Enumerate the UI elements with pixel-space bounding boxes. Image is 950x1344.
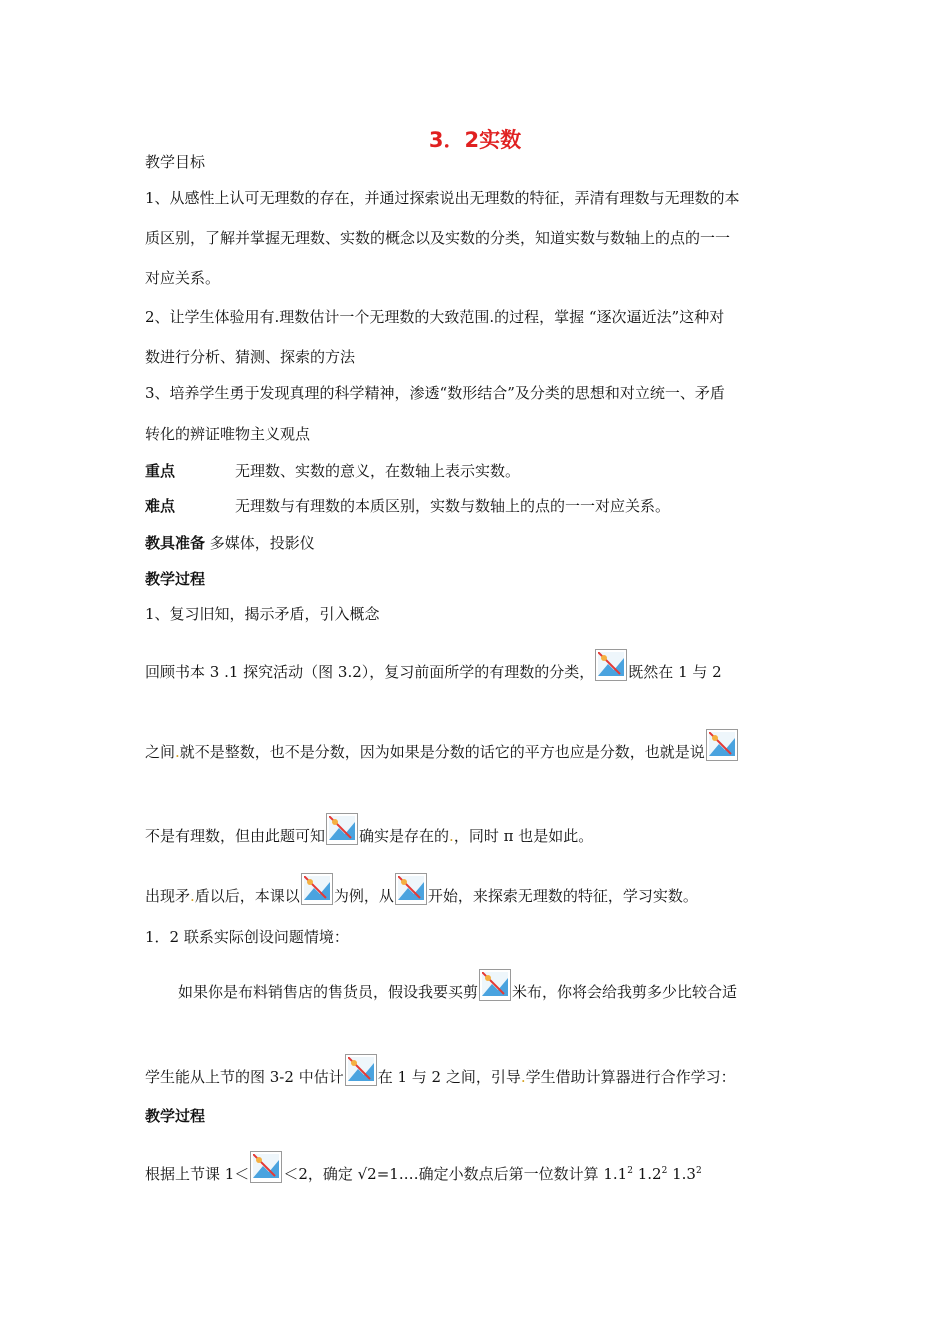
between-line — [145, 729, 739, 762]
estimate-text-a: 学生能从上节的图 3-2 中估计 — [145, 1068, 344, 1086]
contradiction-text-a: 出现矛 — [145, 887, 191, 905]
tools-label: 教具准备 — [145, 534, 206, 552]
process-heading-2: 教学过程 — [145, 1107, 206, 1125]
broken-image-icon — [326, 813, 358, 845]
tools-text: 多媒体，投影仪 — [209, 534, 315, 552]
not-rational-text-a: 不是有理数，但由此题可知 — [145, 827, 326, 845]
broken-image-icon — [706, 729, 738, 761]
stray-dot: . — [520, 1068, 526, 1086]
step12: 1．2 联系实际创设问题情境： — [145, 928, 349, 946]
estimate-line — [145, 1054, 736, 1087]
broken-image-icon — [395, 873, 427, 905]
last-text-c: 1.2 — [632, 1165, 662, 1183]
last-line — [145, 1151, 702, 1184]
contradiction-text-b: 盾以后，本课以 — [194, 887, 300, 905]
estimate-text-c: 学生借助计算器进行合作学习： — [525, 1068, 736, 1086]
last-text-a: 根据上节课 1＜ — [145, 1165, 250, 1183]
contradiction-text-c: 为例，从 — [333, 887, 394, 905]
stray-dot: . — [190, 887, 195, 905]
cloth-text-a: 如果你是布料销售店的售货员，假设我要买剪 — [178, 983, 479, 1001]
key-label: 重点 — [145, 462, 176, 480]
estimate-text-b: 在 1 与 2 之间，引导 — [377, 1068, 521, 1086]
superscript: 2 — [627, 1166, 633, 1176]
not-rational-line — [145, 813, 593, 846]
review-text-b: 既然在 1 与 2 — [628, 663, 722, 681]
goal3-line2: 转化的辨证唯物主义观点 — [145, 425, 311, 443]
goal1-line3: 对应关系。 — [145, 269, 221, 287]
broken-image-icon — [301, 873, 333, 905]
last-text-d: 1.3 — [667, 1165, 696, 1183]
cloth-line — [178, 969, 737, 1002]
difficulty-point — [145, 496, 670, 516]
difficulty-label: 难点 — [145, 497, 176, 515]
last-text-b: ＜2，确定 √2=1.…确定小数点后第一位数计算 1.1 — [283, 1165, 628, 1183]
goal2-line2: 数进行分析、猜测、探索的方法 — [145, 348, 356, 366]
broken-image-icon — [250, 1151, 282, 1183]
broken-image-icon — [479, 969, 511, 1001]
superscript: 2 — [695, 1166, 702, 1176]
not-rational-text-c: ，同时 π 也是如此。 — [453, 827, 594, 845]
goal3-line1: 3、培养学生勇于发现真理的科学精神，渗透“数形结合”及分类的思想和对立统一、矛盾 — [145, 384, 725, 402]
broken-image-icon — [345, 1054, 377, 1086]
process-heading: 教学过程 — [145, 570, 206, 588]
goal1-line1: 1、从感性上认可无理数的存在，并通过探索说出无理数的特征，弄清有理数与无理数的本 — [145, 189, 740, 207]
superscript: 2 — [661, 1166, 668, 1176]
between-text-a: 之间 — [145, 743, 176, 761]
not-rational-text-b: 确实是存在的 — [359, 827, 450, 845]
stray-dot: . — [175, 743, 180, 761]
difficulty-text: 无理数与有理数的本质区别，实数与数轴上的点的一一对应关系。 — [235, 497, 671, 515]
cloth-text-b: 米布，你将会给我剪多少比较合适 — [512, 983, 738, 1001]
contradiction-line — [145, 873, 698, 906]
contradiction-text-d: 开始，来探索无理数的特征，学习实数。 — [427, 887, 698, 905]
tools-line — [145, 533, 315, 553]
goal1-line2: 质区别，了解并掌握无理数、实数的概念以及实数的分类，知道实数与数轴上的点的一一 — [145, 229, 731, 247]
step1: 1、复习旧知，揭示矛盾，引入概念 — [145, 605, 380, 623]
key-point — [145, 461, 520, 481]
goals-heading: 教学目标 — [145, 153, 206, 171]
broken-image-icon — [595, 649, 627, 681]
document-title: 3．2实数 — [428, 128, 522, 152]
goal2-line1: 2、让学生体验用有.理数估计一个无理数的大致范围.的过程，掌握 “逐次逼近法”这种对 — [145, 308, 725, 326]
key-text: 无理数、实数的意义，在数轴上表示实数。 — [235, 462, 521, 480]
between-text-b: 就不是整数，也不是分数，因为如果是分数的话它的平方也应是分数，也就是说 — [179, 743, 705, 761]
stray-dot: . — [449, 827, 454, 845]
review-text-a: 回顾书本 3 .1 探究活动（图 3.2），复习前面所学的有理数的分类， — [145, 663, 595, 681]
review-line — [145, 649, 722, 682]
